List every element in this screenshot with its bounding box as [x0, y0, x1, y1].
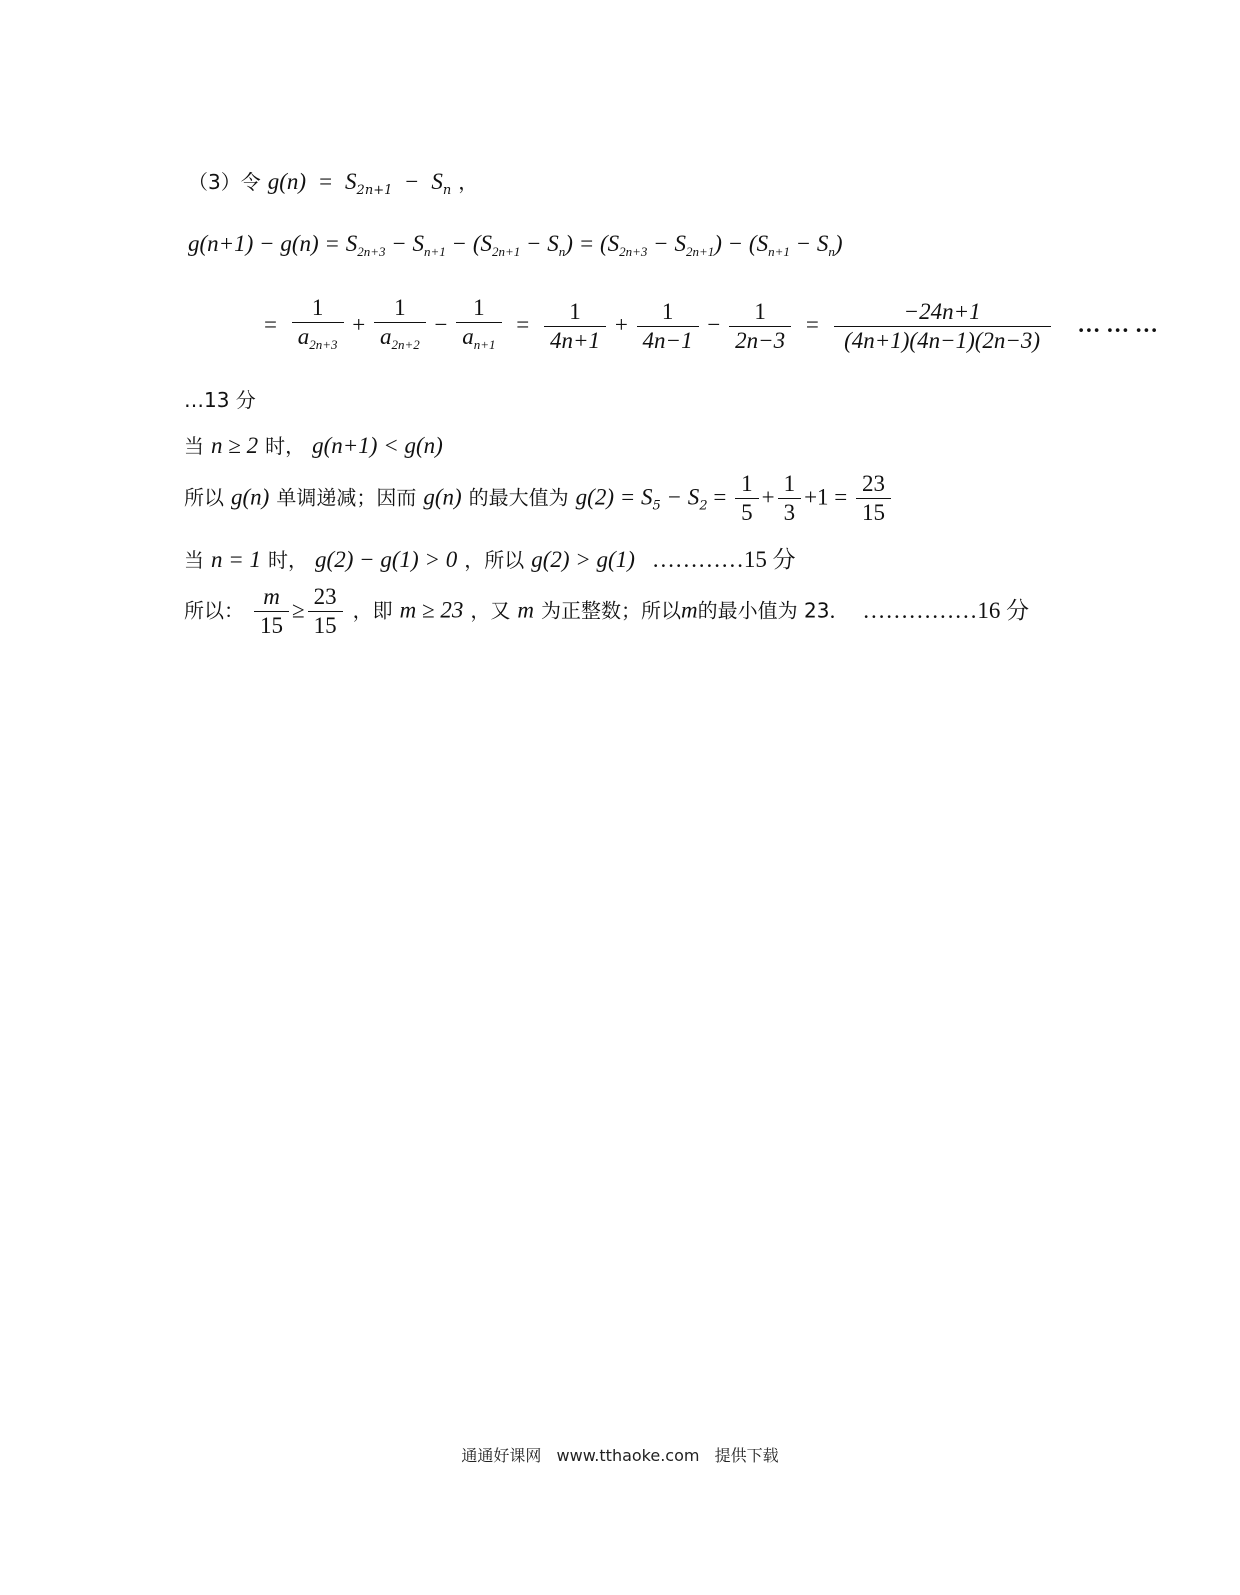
fraction-1-3	[778, 470, 802, 527]
expr-part: g(n+1) − g(n) =	[188, 231, 346, 256]
text-part: 所以	[184, 485, 224, 510]
subscript: 2n+1	[685, 244, 715, 259]
subscript: n	[828, 244, 835, 259]
equals-sign: =	[319, 169, 333, 194]
subscript: 5	[652, 498, 661, 514]
minus-sign: −	[405, 169, 419, 194]
inequality: g(2) − g(1) > 0	[315, 547, 458, 572]
text-part: 的最大值为	[468, 485, 569, 510]
fraction-23-15	[308, 583, 343, 640]
denominator	[456, 323, 501, 359]
s-symbol: S	[547, 231, 559, 256]
expr-part: ) = (	[565, 231, 608, 256]
fraction-result	[834, 298, 1051, 355]
expr-part: )	[834, 231, 843, 256]
plus-sign: +	[614, 311, 628, 337]
subscript: 2n+3	[357, 244, 386, 259]
inequality: g(2) > g(1)	[531, 547, 635, 572]
subscript: 2n+3	[619, 244, 648, 259]
fraction-1-5	[735, 470, 759, 527]
subscript: 2n+2	[391, 337, 420, 352]
text-part: 当	[184, 548, 204, 572]
s-symbol: S	[345, 231, 358, 256]
solution-line-7	[184, 541, 796, 574]
denominator: (4n+1)(4n−1)(2n−3)	[844, 328, 1041, 353]
expr-part: −	[520, 231, 548, 256]
subscript: n	[442, 183, 452, 198]
s-symbol: S	[345, 169, 357, 194]
numerator: 1	[374, 294, 426, 323]
numerator: 1	[735, 470, 759, 499]
fraction-1-over-4n-minus-1	[637, 298, 699, 355]
denominator: 15	[313, 613, 337, 638]
numerator: −24n+1	[834, 298, 1051, 327]
fraction-1-over-2n-minus-3	[729, 298, 791, 355]
fraction-m-15	[254, 583, 289, 640]
s-symbol: S	[431, 169, 443, 194]
denominator	[374, 323, 426, 359]
score-15: …………15 分	[651, 547, 796, 572]
solution-line-1	[188, 166, 478, 198]
numerator: m	[254, 583, 289, 612]
denominator: 2n−3	[735, 328, 786, 353]
subscript: 2n+3	[309, 337, 338, 352]
denominator: 4n+1	[550, 328, 601, 353]
text-part: ，又	[470, 598, 511, 623]
expr-part: g(2) = S	[575, 484, 653, 510]
denominator: 15	[862, 500, 886, 525]
expr-part: −	[385, 231, 413, 256]
page-footer	[0, 1443, 1240, 1466]
inequality: m ≥ 23	[399, 597, 464, 623]
comma: ，	[458, 170, 479, 194]
s-symbol: S	[607, 231, 620, 256]
part3-label: （3）令	[188, 170, 261, 194]
solution-line-5	[184, 430, 443, 459]
denominator: 3	[783, 500, 796, 525]
denominator: 4n−1	[642, 328, 693, 353]
s-symbol: S	[412, 231, 425, 256]
expr-part: − (	[445, 231, 481, 256]
expr-part: −	[647, 231, 675, 256]
score-16: ……………16 分	[862, 597, 1030, 623]
footer-site-name: 通通好课网	[461, 1446, 542, 1465]
condition: n = 1	[211, 547, 262, 572]
solution-line-3	[258, 294, 1158, 359]
fraction-1-over-4n-plus-1	[544, 298, 606, 355]
equals-sign: =	[516, 311, 530, 337]
subscript: n+1	[473, 337, 496, 352]
numerator: 1	[637, 298, 699, 327]
expr-part: −	[789, 231, 817, 256]
inequality: g(n+1) < g(n)	[312, 433, 443, 458]
m-symbol: m	[680, 597, 698, 623]
denominator: 15	[260, 613, 283, 638]
g-n: g(n)	[423, 484, 462, 510]
ge-sign: ≥	[292, 597, 305, 623]
numerator: 23	[308, 583, 343, 612]
a-symbol: a	[462, 324, 474, 349]
numerator: 1	[778, 470, 802, 499]
subscript: 2	[699, 498, 708, 514]
solution-line-8	[184, 583, 1029, 640]
numerator: 1	[729, 298, 791, 327]
solution-line-2	[188, 231, 843, 260]
subscript: n+1	[768, 244, 790, 259]
g-n: g(n)	[231, 484, 270, 510]
text-part: 单调递减；因而	[276, 485, 417, 510]
footer-note: 提供下载	[714, 1446, 779, 1465]
s-symbol: S	[480, 231, 492, 256]
text-part: 时，	[265, 434, 306, 458]
continuation-dots: … … …	[1077, 311, 1158, 337]
expr-part: ) − (	[714, 231, 757, 256]
text-part: 时，	[268, 548, 309, 572]
subscript: 2n+1	[356, 183, 393, 198]
s-symbol: S	[756, 231, 769, 256]
fraction-1-over-a2n2	[374, 294, 426, 359]
m-symbol: m	[517, 597, 534, 623]
a-symbol: a	[297, 324, 310, 349]
text-part: 所以：	[184, 598, 244, 623]
subscript: n	[558, 244, 566, 259]
s-symbol: S	[816, 231, 829, 256]
numerator: 23	[856, 470, 891, 499]
fraction-23-15	[856, 470, 891, 527]
denominator	[292, 323, 344, 359]
score-13: …13 分	[184, 388, 256, 412]
denominator: 5	[741, 500, 753, 525]
a-symbol: a	[380, 324, 392, 349]
condition: n ≥ 2	[211, 433, 259, 458]
text-part: 的最小值为 23．	[697, 598, 850, 623]
numerator: 1	[544, 298, 606, 327]
equals-sign: =	[264, 311, 277, 337]
numerator: 1	[456, 294, 501, 323]
footer-url[interactable]: www.tthaoke.com	[556, 1446, 700, 1465]
s-symbol: S	[674, 231, 686, 256]
fraction-1-over-a2n3	[292, 294, 344, 359]
minus-sign: −	[434, 311, 448, 337]
minus-sign: −	[707, 311, 721, 337]
subscript: 2n+1	[491, 244, 521, 259]
subscript: n+1	[424, 244, 446, 259]
plus-sign: +	[761, 484, 775, 510]
numerator: 1	[292, 294, 344, 323]
expr-part: +1 =	[804, 484, 854, 510]
g-n: g(n)	[267, 169, 307, 194]
text-part: 当	[184, 434, 204, 458]
plus-sign: +	[352, 311, 366, 337]
text-part: ，即	[352, 598, 393, 623]
solution-line-6	[184, 470, 894, 527]
equals-sign: =	[707, 484, 733, 510]
text-part: 为正整数；所以	[540, 598, 681, 623]
expr-part: − S	[660, 484, 700, 510]
fraction-1-over-an1	[456, 294, 501, 359]
equals-sign: =	[805, 311, 819, 337]
text-part: ，所以	[464, 548, 525, 572]
